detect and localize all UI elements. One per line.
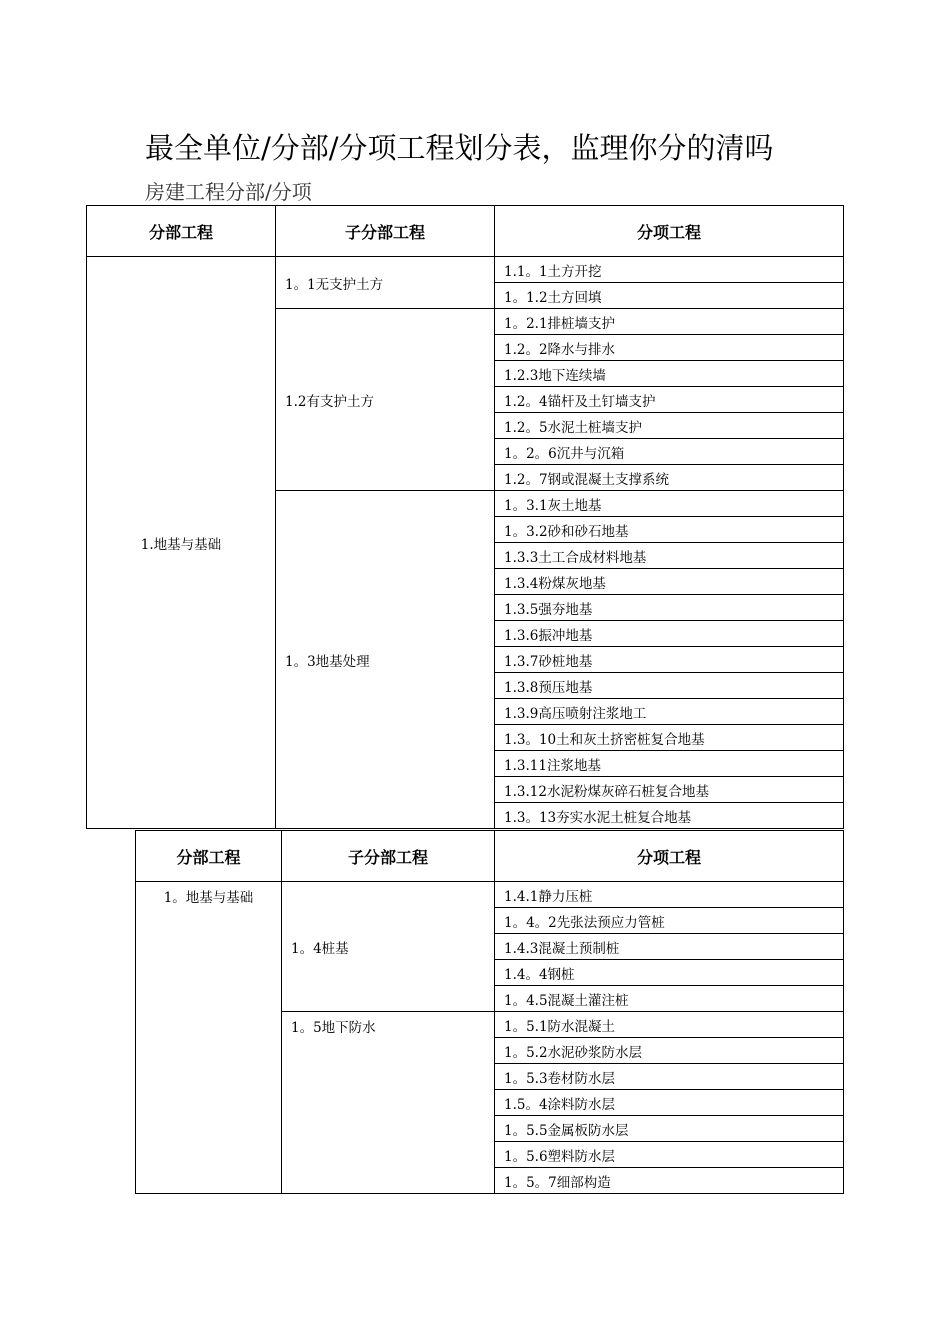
item-cell: 1.3.3土工合成材料地基 xyxy=(495,543,844,569)
table-body xyxy=(87,257,844,829)
sub-division-cell: 1。3地基处理 xyxy=(276,491,495,829)
item-cell: 1。5.3卷材防水层 xyxy=(495,1064,844,1090)
item-cell: 1.4.3混凝土预制桩 xyxy=(495,934,844,960)
item-cell: 1.2。2降水与排水 xyxy=(495,335,844,361)
division-cell: 1。地基与基础 xyxy=(136,882,282,1194)
item-cell: 1.3.11注浆地基 xyxy=(495,751,844,777)
item-cell: 1。1.2土方回填 xyxy=(495,283,844,309)
item-cell: 1.4。4钢桩 xyxy=(495,960,844,986)
item-cell: 1.3。13夯实水泥土桩复合地基 xyxy=(495,803,844,829)
item-cell: 1.3.8预压地基 xyxy=(495,673,844,699)
item-cell: 1.3.6振冲地基 xyxy=(495,621,844,647)
header-sub-division: 子分部工程 xyxy=(276,206,495,257)
item-cell: 1。5.2水泥砂浆防水层 xyxy=(495,1038,844,1064)
item-cell: 1。2。6沉井与沉箱 xyxy=(495,439,844,465)
item-cell: 1.3.12水泥粉煤灰碎石桩复合地基 xyxy=(495,777,844,803)
header-item: 分项工程 xyxy=(495,206,844,257)
item-cell: 1。5.1防水混凝土 xyxy=(495,1012,844,1038)
header-division: 分部工程 xyxy=(136,831,282,882)
header-sub-division: 子分部工程 xyxy=(282,831,495,882)
item-cell: 1。5。7细部构造 xyxy=(495,1168,844,1194)
item-cell: 1.3.4粉煤灰地基 xyxy=(495,569,844,595)
item-cell: 1.3.9高压喷射注浆地工 xyxy=(495,699,844,725)
page-subtitle: 房建工程分部/分项 xyxy=(145,180,312,204)
sub-division-cell: 1。5地下防水 xyxy=(282,1012,495,1194)
item-cell: 1。4。2先张法预应力管桩 xyxy=(495,908,844,934)
item-cell: 1.3.5强夯地基 xyxy=(495,595,844,621)
item-cell: 1.2。7钢或混凝土支撑系统 xyxy=(495,465,844,491)
item-cell: 1。4.5混凝土灌注桩 xyxy=(495,986,844,1012)
table-row xyxy=(87,257,844,283)
item-cell: 1.1。1土方开挖 xyxy=(495,257,844,283)
sub-division-cell: 1.2有支护土方 xyxy=(276,309,495,491)
table-body xyxy=(136,882,844,1194)
item-cell: 1.2。4锚杆及土钉墙支护 xyxy=(495,387,844,413)
item-cell: 1。5.6塑料防水层 xyxy=(495,1142,844,1168)
item-cell: 1.2.3地下连续墙 xyxy=(495,361,844,387)
sub-division-cell: 1。1无支护土方 xyxy=(276,257,495,309)
item-cell: 1.3。10土和灰土挤密桩复合地基 xyxy=(495,725,844,751)
item-cell: 1.2。5水泥土桩墙支护 xyxy=(495,413,844,439)
header-division: 分部工程 xyxy=(87,206,276,257)
table-row xyxy=(136,882,844,908)
item-cell: 1。3.2砂和砂石地基 xyxy=(495,517,844,543)
sub-division-cell: 1。4桩基 xyxy=(282,882,495,1012)
division-cell: 1.地基与基础 xyxy=(87,257,276,829)
division-table-1 xyxy=(86,205,844,829)
header-item: 分项工程 xyxy=(495,831,844,882)
item-cell: 1.4.1静力压桩 xyxy=(495,882,844,908)
item-cell: 1.5。4涂料防水层 xyxy=(495,1090,844,1116)
item-cell: 1。3.1灰土地基 xyxy=(495,491,844,517)
division-table-2 xyxy=(135,830,844,1194)
item-cell: 1.3.7砂桩地基 xyxy=(495,647,844,673)
item-cell: 1。2.1排桩墙支护 xyxy=(495,309,844,335)
page-title: 最全单位/分部/分项工程划分表，监理你分的清吗 xyxy=(145,131,774,165)
item-cell: 1。5.5金属板防水层 xyxy=(495,1116,844,1142)
